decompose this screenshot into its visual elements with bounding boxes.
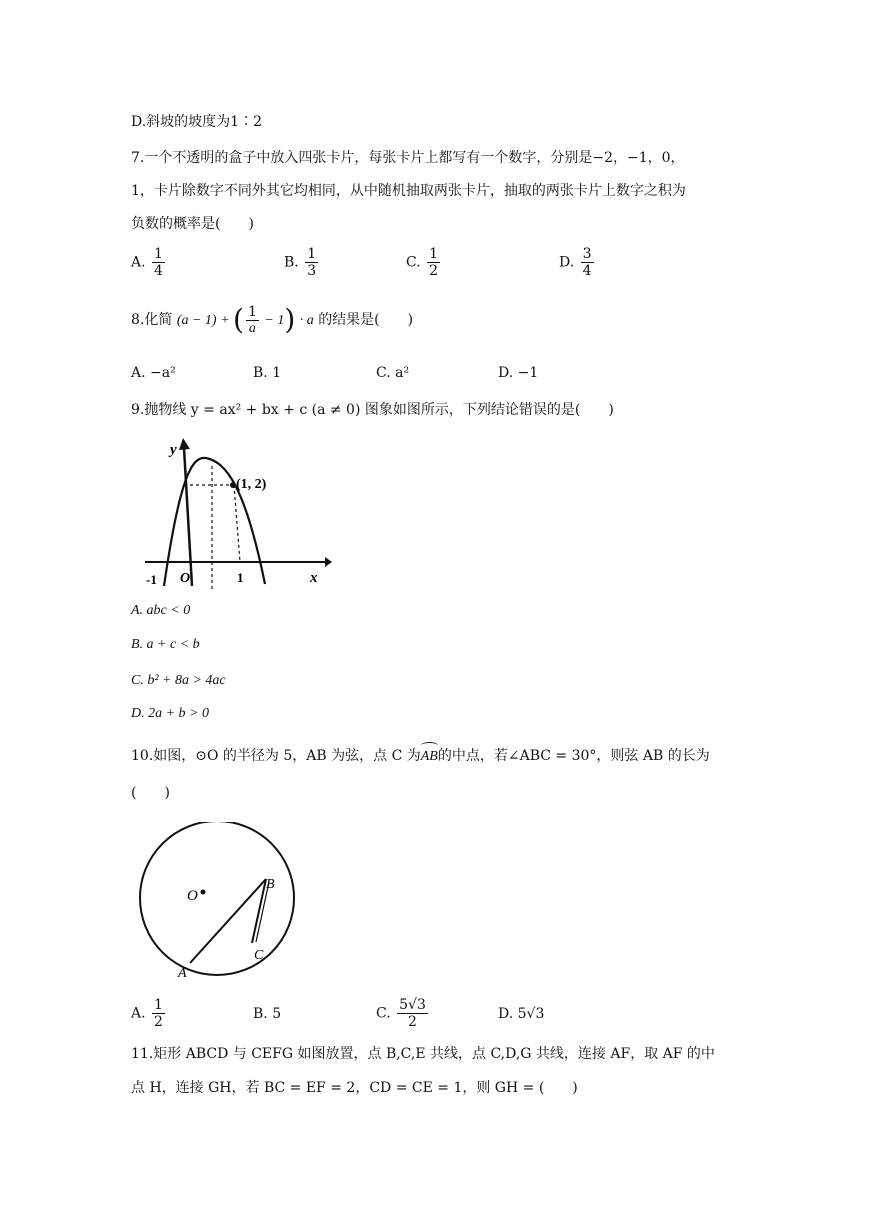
fraction: $\frac{1}{2}$ — [429, 246, 439, 279]
q7-option-c: C. $\frac{1}{2}$ — [406, 246, 439, 279]
q10-stem-cont: ( ) — [131, 785, 170, 801]
q7-line-2: 1，卡片除数字不同外其它均相同，从中随机抽取两张卡片，抽取的两张卡片上数字之积为 — [131, 183, 686, 199]
q10-option-a: A. $\frac{1}{2}$ — [131, 997, 163, 1030]
q9-option-c: C. b² + 8a > 4ac — [131, 673, 226, 688]
x-axis-arrow — [325, 557, 332, 567]
y-label: y — [170, 442, 177, 458]
q8-option-b: B. 1 — [253, 365, 282, 381]
fraction: $\frac{1}{a}$ — [247, 303, 257, 336]
y-axis-arrow — [179, 438, 190, 450]
q10-stem: 10.如图，⊙O 的半径为 5，AB 为弦，点 C 为AB的中点，若∠ABC = 30°，则弦 AB 的长为 — [131, 746, 710, 767]
x-label: x — [310, 570, 318, 586]
label-c: C — [254, 948, 264, 963]
center-o — [201, 890, 206, 895]
q7-option-d: D. $\frac{3}{4}$ — [559, 246, 592, 279]
fraction: $\frac{1}{3}$ — [307, 246, 317, 279]
fraction: $\frac{5√3}{2}$ — [399, 997, 426, 1030]
fraction: $\frac{3}{4}$ — [582, 246, 592, 279]
q8-option-c: C. a² — [376, 365, 410, 381]
parabola-figure — [140, 436, 332, 590]
q8-option-d: D. −1 — [498, 365, 539, 381]
q9-stem: 9.抛物线 y = ax² + bx + c (a ≠ 0) 图象如图所示，下列结论错误的是( ) — [131, 402, 614, 418]
fraction: $\frac{1}{2}$ — [154, 997, 163, 1030]
q6-option-d: D.斜坡的坡度为1∶2 — [131, 114, 262, 130]
label-o: O — [187, 888, 198, 904]
origin-label: O — [180, 571, 191, 586]
q10-option-d: D. 5√3 — [498, 1006, 545, 1022]
circle-o — [140, 822, 294, 975]
q11-line-1: 11.矩形 ABCD 与 CEFG 如图放置，点 B,C,E 共线，点 C,D,G 共线，连接 AF，取 AF 的中 — [131, 1046, 715, 1062]
dashed-vertical-point — [234, 485, 240, 562]
q8-option-a: A. −a² — [131, 365, 176, 381]
q10-option-c: C. $\frac{5√3}{2}$ — [376, 997, 426, 1030]
q8-stem: 8.化简 (a − 1) + ( $\frac{1}{a}$ − 1) · a 的结果是( ) — [131, 303, 414, 336]
q10-option-b: B. 5 — [253, 1006, 282, 1022]
q7-line-3: 负数的概率是( ) — [131, 216, 254, 232]
label-a: A — [178, 966, 187, 981]
circle-figure — [132, 822, 300, 982]
neg-one-label: -1 — [146, 572, 157, 587]
q11-line-2: 点 H，连接 GH，若 BC = EF = 2，CD = CE = 1，则 GH = ( ) — [131, 1080, 578, 1096]
label-b: B — [266, 877, 275, 892]
chord-bc — [252, 879, 266, 943]
fraction: $\frac{1}{4}$ — [154, 246, 163, 279]
q7-line-1: 7.一个不透明的盒子中放入四张卡片，每张卡片上都写有一个数字，分别是−2，−1，0， — [131, 150, 685, 166]
arc-ab: AB — [421, 747, 438, 767]
q7-option-a: A. $\frac{1}{4}$ — [131, 246, 163, 279]
q9-option-a: A. abc < 0 — [131, 603, 191, 618]
point-label: (1, 2) — [236, 477, 267, 492]
q7-option-b: B. $\frac{1}{3}$ — [284, 246, 317, 279]
q9-option-d: D. 2a + b > 0 — [131, 706, 210, 721]
one-label: 1 — [237, 570, 244, 585]
q9-option-b: B. a + c < b — [131, 637, 200, 652]
